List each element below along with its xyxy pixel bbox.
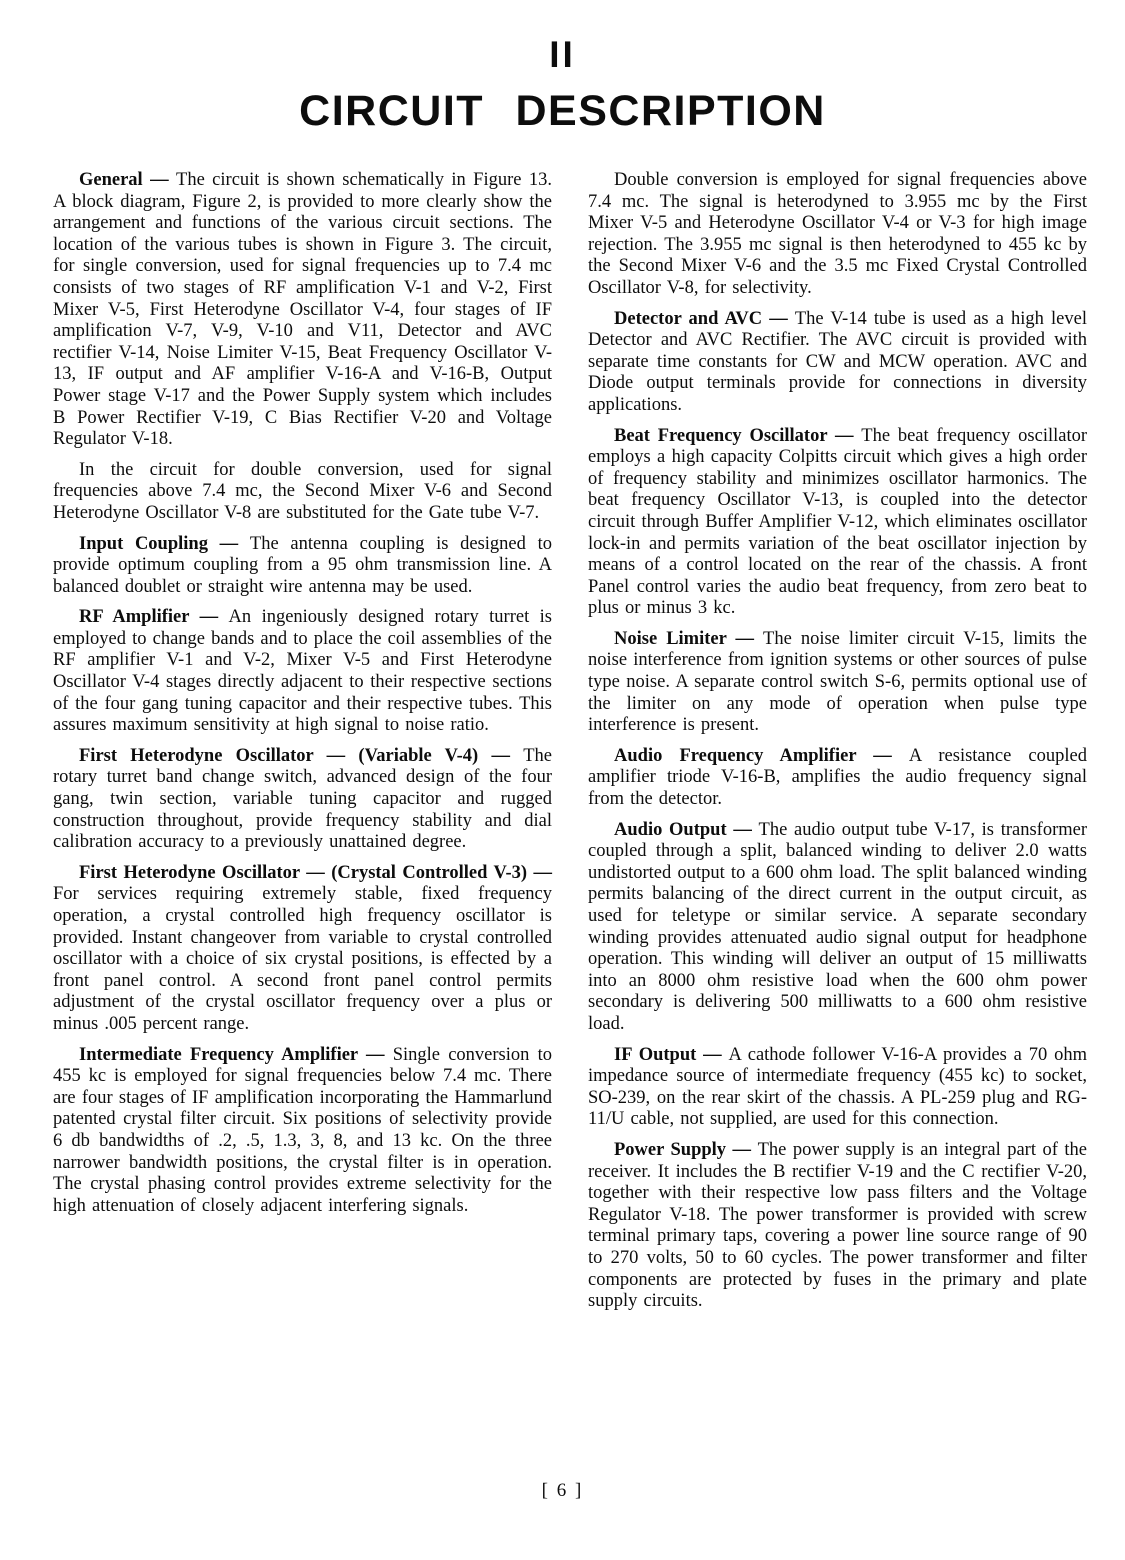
paragraph-text: Double conversion is employed for signal frequencies above 7.4 mc. The signal is heterodyned to 3.955 mc by the First Mixer V-5 and Heterodyne Oscillator V-4 or V-3 for high image rejection. The 3.955 mc signal is then heterodyned to 455 kc by the Second Mixer V-6 and the 3.5 mc Fixed Crystal Controlled Oscillator V-8, for selectivity. (588, 170, 1087, 298)
paragraph (588, 746, 1087, 811)
paragraph-lead: Power Supply — (614, 1139, 758, 1160)
paragraph-text: For services requiring extremely stable, fixed frequency operation, a crystal controlled high frequency oscillator is provided. Instant changeover from variable to crystal controlled oscillator with a choice of six crystal positions, is effected by a front panel control. A second front panel control permits adjustment of the crystal oscillator frequency over a plus or minus .005 percent range. (53, 884, 552, 1034)
paragraph (53, 534, 552, 599)
page-number: [ 6 ] (541, 1480, 584, 1501)
paragraph-text: An ingeniously designed rotary turret is employed to change bands and to place the coil assemblies of the RF amplifier V-1 and V-2, Mixer V-5 and First Heterodyne Oscillator V-4 stages directly adjacent to their respective sections of the four gang tuning capacitor and their respective tubes. This assures maximum sensitivity at high signal to noise ratio. (53, 607, 552, 736)
paragraph-text: The antenna coupling is designed to provide optimum coupling from a 95 ohm transmission line. A balanced doublet or straight wire antenna may be used. (53, 533, 552, 597)
paragraph-text: The circuit is shown schematically in Figure 13. A block diagram, Figure 2, is provided to more clearly show the arrangement and functions of the various circuit sections. The location of the various tubes is shown in Figure 3. The circuit, for single conversion, used for signal frequencies up to 7.4 mc consists of two stages of RF amplification V-1 and V-2, First Mixer V-5, First Heterodyne Oscillator V-4, four stages of IF amplification V-7, V-9, V-10 and V11, Detector and AVC rectifier V-14, Noise Limiter V-15, Beat Frequency Oscillator V-13, IF output and AF amplifier V-16-A and V-16-B, Output Power stage V-17 and the Power Supply system which includes B Power Rectifier V-19, C Bias Rectifier V-20 and Voltage Regulator V-18. (53, 170, 553, 450)
paragraph-text: The audio output tube V-17, is transformer coupled through a split, balanced winding to deliver 2.0 watts undistorted output to a 600 ohm load. The split balanced winding permits balancing of the direct current in the output circuit, as used for teletype or similar service. A separate secondary winding provides attenuated audio signal output for headphone operation. This winding will deliver an output of 15 milliwatts into an 8000 ohm resistive load when the 600 ohm power secondary is delivering 500 milliwatts to a 600 ohm resistive load. (588, 819, 1088, 1034)
paragraph (53, 460, 552, 525)
paragraph-text: A cathode follower V-16-A provides a 70 ohm impedance source of intermediate frequency (455 kc) to socket, SO-239, on the rear skirt of the chassis. A PL-259 plug and RG-11/U cable, not supplied, are used for this connection. (588, 1044, 1087, 1130)
paragraph-lead: General — (79, 170, 177, 190)
paragraph (588, 1045, 1087, 1131)
paragraph-text: The power supply is an integral part of the receiver. It includes the B rectifier V-19 and the C rectifier V-20, together with their respective low pass filters and the Voltage Regulator V-18. The power transformer is provided with screw terminal primary taps, covering a power line source range of 90 to 270 volts, 50 to 60 cycles. The power transformer and filter components are protected by fuses in the primary and plate supply circuits. (588, 1139, 1087, 1312)
paragraph-text: In the circuit for double conversion, used for signal frequencies above 7.4 mc, the Second Mixer V-6 and Second Heterodyne Oscillator V-8 are substituted for the Gate tube V-7. (53, 459, 552, 523)
page-header (0, 0, 1125, 133)
paragraph (588, 170, 1087, 300)
paragraph-lead: Beat Frequency Oscillator — (614, 425, 862, 446)
paragraph-text: The noise limiter circuit V-15, limits the noise interference from ignition systems or other sources of pulse type noise. A separate control switch S-6, permits optional use of the limiter on any mode of operation when pulse type interference is present. (588, 628, 1087, 736)
paragraph (53, 863, 552, 1036)
paragraph-lead: Noise Limiter — (614, 628, 764, 649)
page-title: CIRCUIT DESCRIPTION (299, 87, 826, 135)
paragraph-lead: Input Coupling — (79, 533, 250, 554)
paragraph (53, 1045, 552, 1218)
paragraph (53, 170, 552, 451)
paragraph-text: The rotary turret band change switch, advanced design of the four gang, twin section, variable tuning capacitor and rugged construction throughout, provide frequency stability and dial calibration accuracy to a previously unattained degree. (53, 745, 552, 853)
paragraph-text: The beat frequency oscillator employs a high capacity Colpitts circuit which gives a high order of frequency stability and minimizes oscillator harmonics. The beat frequency Oscillator V-13, is coupled into the detector circuit through Buffer Amplifier V-12, which eliminates oscillator lock-in and permits variation of the beat oscillator injection by means of a control located on the rear of the chassis. A front Panel control varies the audio beat frequency, from zero beat to plus or minus 3 kc. (588, 425, 1087, 619)
paragraph (588, 629, 1087, 737)
paragraph-lead: First Heterodyne Oscillator — (Variable V-4) — (79, 745, 524, 766)
paragraph (588, 1140, 1087, 1313)
column-right (588, 170, 1087, 1322)
paragraph (53, 607, 552, 737)
paragraph (588, 820, 1087, 1036)
paragraph-text: The V-14 tube is used as a high level Detector and AVC Rectifier. The AVC circuit is provided with separate time constants for CW and MCW operation. AVC and Diode output terminals provide for connections in diversity applications. (588, 308, 1087, 415)
paragraph-lead: Audio Frequency Amplifier — (614, 745, 909, 766)
paragraph (588, 426, 1087, 620)
paragraph-lead: IF Output — (614, 1044, 729, 1065)
paragraph-lead: Detector and AVC — (614, 308, 795, 329)
paragraph-lead: RF Amplifier — (79, 607, 229, 628)
paragraph-text: Single conversion to 455 kc is employed for signal frequencies below 7.4 mc. There are four stages of IF amplification incorporating the Hammarlund patented crystal filter circuit. Six positions of selectivity provide 6 db bandwidths of .2, .5, 1.3, 3, 8, and 13 kc. On the three narrower bandwidth positions, the crystal filter is in operation. The crystal phasing control provides extreme selectivity for the high attenuation of closely adjacent interfering signals. (53, 1044, 552, 1216)
paragraph-text: A resistance coupled amplifier triode V-16-B, amplifies the audio frequency signal from the detector. (588, 745, 1087, 810)
section-number: II (549, 34, 576, 75)
paragraph (53, 746, 552, 854)
column-left (53, 170, 552, 1322)
paragraph-lead: Audio Output — (614, 819, 759, 840)
paragraph-lead: First Heterodyne Oscillator — (Crystal Controlled V-3) — (79, 862, 552, 883)
paragraph (588, 309, 1087, 417)
paragraph-lead: Intermediate Frequency Amplifier — (79, 1044, 393, 1065)
two-column-body (0, 133, 1125, 1322)
